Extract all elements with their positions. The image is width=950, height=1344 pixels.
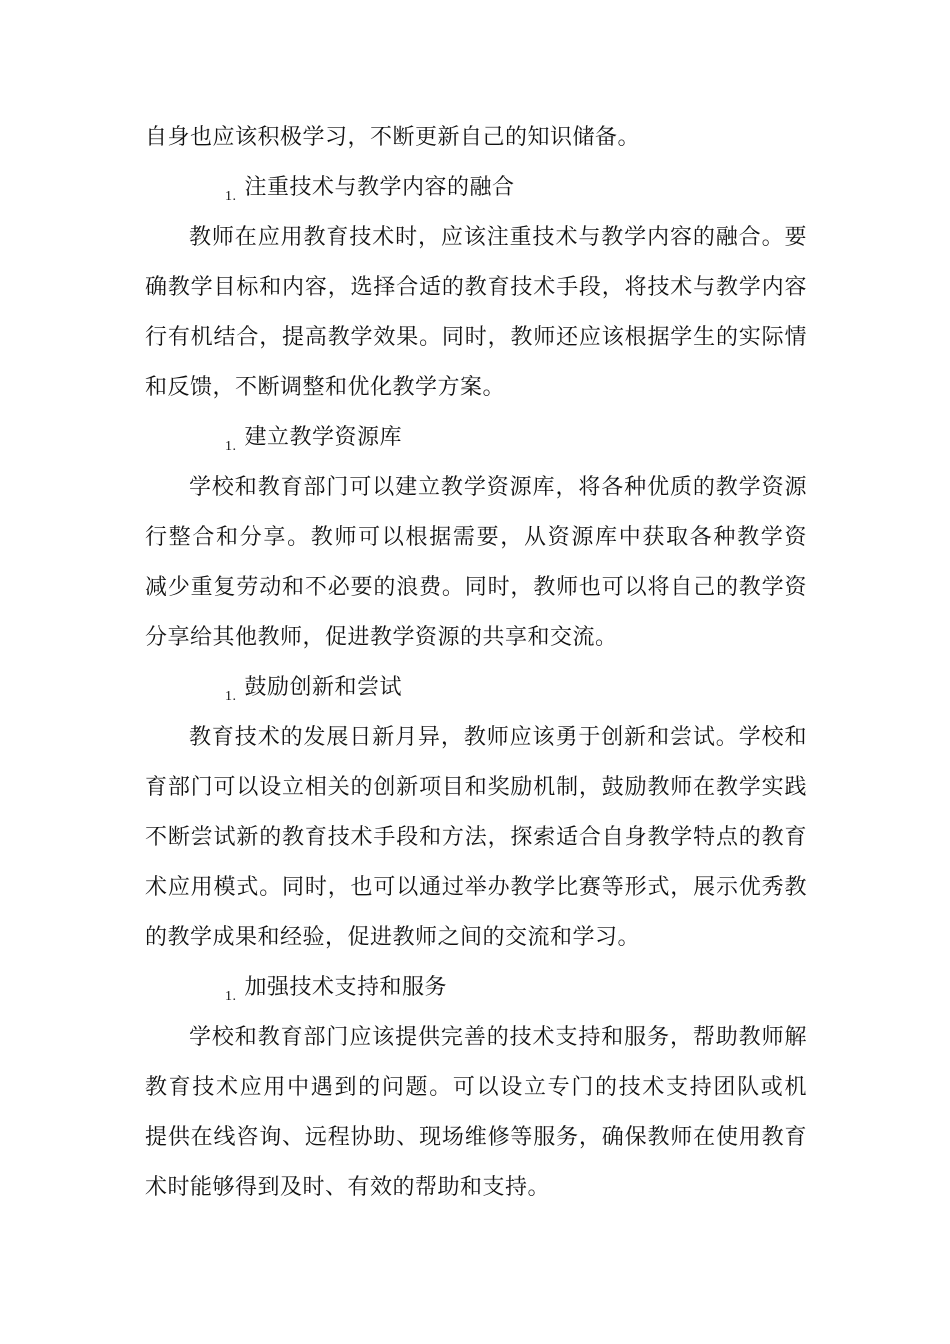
section-heading (145, 963, 807, 1013)
paragraph-line: 教师在应用教育技术时，应该注重技术与教学内容的融合。要 (189, 225, 807, 250)
section-heading (145, 163, 807, 213)
paragraph-line: 行整合和分享。教师可以根据需要，从资源库中获取各种教学资 (145, 525, 807, 550)
list-number: 1. (225, 439, 237, 454)
section-heading (145, 663, 807, 713)
list-number: 1. (225, 189, 237, 204)
paragraph-line: 行有机结合，提高教学效果。同时，教师还应该根据学生的实际情 (145, 325, 807, 350)
paragraph-line: 和反馈，不断调整和优化教学方案。 (145, 375, 506, 400)
heading-text: 加强技术支持和服务 (244, 975, 448, 1000)
heading-text: 注重技术与教学内容的融合 (244, 175, 515, 200)
paragraph-line: 确教学目标和内容，选择合适的教育技术手段，将技术与教学内容 (145, 275, 807, 300)
paragraph-line: 育部门可以设立相关的创新项目和奖励机制，鼓励教师在教学实践 (145, 775, 807, 800)
list-number: 1. (225, 689, 237, 704)
paragraph-line: 术应用模式。同时，也可以通过举办教学比赛等形式，展示优秀教 (145, 875, 807, 900)
section-heading (145, 413, 807, 463)
paragraph-line: 学校和教育部门可以建立教学资源库，将各种优质的教学资源 (189, 475, 807, 500)
heading-text: 鼓励创新和尝试 (244, 675, 403, 700)
paragraph-line: 提供在线咨询、远程协助、现场维修等服务，确保教师在使用教育 (145, 1125, 807, 1150)
list-number: 1. (225, 989, 237, 1004)
paragraph-line: 的教学成果和经验，促进教师之间的交流和学习。 (145, 925, 641, 950)
paragraph-line: 分享给其他教师，促进教学资源的共享和交流。 (145, 625, 618, 650)
paragraph-line: 教育技术的发展日新月异，教师应该勇于创新和尝试。学校和 (189, 725, 807, 750)
paragraph-line: 学校和教育部门应该提供完善的技术支持和服务，帮助教师解 (189, 1025, 807, 1050)
paragraph-line: 不断尝试新的教育技术手段和方法，探索适合自身教学特点的教育 (145, 825, 807, 850)
document-body (145, 113, 807, 1213)
continuation-line: 自身也应该积极学习，不断更新自己的知识储备。 (145, 125, 641, 150)
paragraph-line: 减少重复劳动和不必要的浪费。同时，教师也可以将自己的教学资 (145, 575, 807, 600)
heading-text: 建立教学资源库 (244, 425, 403, 450)
paragraph-line: 术时能够得到及时、有效的帮助和支持。 (145, 1175, 551, 1200)
paragraph-line: 教育技术应用中遇到的问题。可以设立专门的技术支持团队或机 (145, 1075, 807, 1100)
